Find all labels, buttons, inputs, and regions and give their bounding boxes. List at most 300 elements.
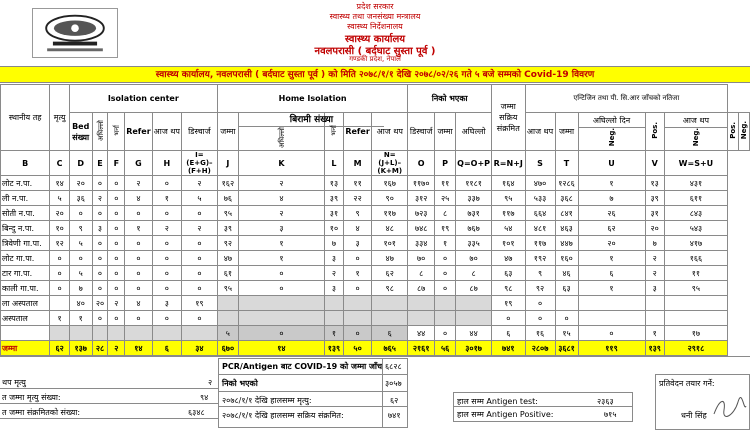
footer-recovered-label: निको भएको [222, 379, 258, 388]
table-cell: ० [92, 176, 108, 191]
table-cell: २६ [578, 206, 645, 221]
table-cell: ० [152, 251, 181, 266]
table-cell: १६ [525, 326, 555, 341]
table-cell: ३३५ [456, 236, 492, 251]
table-cell: ० [344, 251, 372, 266]
table-row [1, 326, 750, 341]
table-cell: ९८ [372, 281, 408, 296]
column-letter: Q=O+P [456, 151, 492, 176]
table-cell [217, 311, 238, 326]
table-cell [435, 311, 456, 326]
table-cell: ८४१ [555, 206, 578, 221]
total-cell: २९१८ [664, 341, 727, 356]
total-cell: १३९ [324, 341, 343, 356]
table-cell: ० [92, 266, 108, 281]
header-district: नवलपरासी ( बर्दघाट सुस्ता पूर्व ) [314, 46, 436, 57]
table-cell: ० [181, 251, 217, 266]
total-cell: ६२ [50, 341, 69, 356]
table-cell: २ [238, 206, 324, 221]
column-letter: N=(J+L)–(K+M) [372, 151, 408, 176]
header-ic-total: जम्मा [217, 113, 238, 151]
table-cell: ० [108, 281, 125, 296]
table-cell [238, 296, 324, 311]
table-cell: ० [125, 281, 152, 296]
header-rc-prev: अघिल्लो [456, 113, 492, 151]
table-cell: ० [344, 326, 372, 341]
header-antigen: एन्टिजिन तथा पी. सि.आर जाँचको नतिजा [525, 85, 727, 113]
table-row [1, 191, 750, 206]
table-cell: ९५ [492, 191, 526, 206]
table-row [1, 311, 750, 326]
signature-mark [712, 394, 748, 420]
table-cell: १ [238, 236, 324, 251]
footer-rule-3 [0, 418, 218, 419]
row-name-cell: ला अस्पताल [1, 296, 50, 311]
table-body [1, 176, 750, 341]
table-cell [69, 326, 92, 341]
table-cell: ९५ [664, 281, 727, 296]
table-cell: ९० [372, 191, 408, 206]
table-cell: ३ [238, 221, 324, 236]
table-cell: ५ [50, 191, 69, 206]
table-cell: ३ [152, 296, 181, 311]
table-cell: ३३४ [408, 236, 435, 251]
table-cell: ५ [69, 236, 92, 251]
footer-rule-1 [0, 388, 218, 389]
table-cell: ९५ [217, 281, 238, 296]
table-cell: ७ [324, 236, 343, 251]
table-cell: १९ [435, 221, 456, 236]
table-cell: ५४३ [664, 221, 727, 236]
table-cell: ९५ [217, 206, 238, 221]
table-cell: ७६ [217, 191, 238, 206]
table-cell: ० [525, 311, 555, 326]
table-cell: ० [152, 236, 181, 251]
table-cell: ९ [525, 266, 555, 281]
table-cell: ३१ [645, 206, 664, 221]
table-cell: २ [645, 251, 664, 266]
table-cell: ३९ [645, 191, 664, 206]
table-cell: ४७ [372, 251, 408, 266]
header-line-3: स्वास्थ्य निर्देशनालय [347, 22, 403, 31]
table-cell: ४ [125, 191, 152, 206]
header-rc-today: आज थप [525, 113, 555, 151]
table-cell: ० [435, 281, 456, 296]
table-cell: ० [108, 311, 125, 326]
footer-antigen-test-label: हाल सम्म Antigen test: [457, 397, 538, 406]
table-cell [645, 311, 664, 326]
table-cell: ० [108, 266, 125, 281]
table-cell: ० [92, 311, 108, 326]
table-cell: २० [92, 296, 108, 311]
total-label: जम्मा [1, 341, 50, 356]
column-letter: W=S+U [664, 151, 727, 176]
table-cell: ० [152, 176, 181, 191]
footer-recovered-value: ३०५७ [385, 379, 402, 388]
header-line-2: स्वास्थ्य तथा जनसंख्या मन्त्रालय [329, 12, 421, 21]
table-cell: २ [645, 266, 664, 281]
table-cell: ११७ [525, 236, 555, 251]
table-row [1, 176, 750, 191]
table-cell: ० [125, 206, 152, 221]
table-cell: २ [108, 296, 125, 311]
table-cell: ० [435, 326, 456, 341]
table-cell: १६० [555, 251, 578, 266]
header-province: गण्डकी प्रदेश, नेपाल [349, 55, 401, 63]
table-cell: ४६ [555, 266, 578, 281]
header-antigen-today: आज थप [665, 114, 727, 128]
header-line-1: प्रदेश सरकार [356, 2, 394, 11]
table-cell: ८७ [456, 281, 492, 296]
row-name-cell: काली गा.पा. [1, 281, 50, 296]
footer-death-label: थप मृत्यु [2, 378, 26, 387]
table-cell: ० [125, 266, 152, 281]
table-cell: १ [324, 326, 343, 341]
row-name-cell: लोट गा.पा. [1, 251, 50, 266]
table-cell: ९ [344, 206, 372, 221]
table-cell: ७० [408, 251, 435, 266]
table-row [1, 266, 750, 281]
footer-date-death-label: २०७८/१/१ देखि हालसम्म मृत्यु: [222, 396, 312, 405]
table-cell: ५ [217, 326, 238, 341]
table-cell: ८४३ [664, 206, 727, 221]
table-cell: ४ [125, 296, 152, 311]
header-isolation-center: Isolation center [69, 85, 217, 113]
table-cell: १ [152, 191, 181, 206]
table-row [1, 281, 750, 296]
table-cell: ११७ [492, 206, 526, 221]
table-cell [408, 311, 435, 326]
footer-death-value: २ [208, 378, 213, 387]
table-cell: ७ [645, 236, 664, 251]
column-letter: I=(E+G)–(F+H) [181, 151, 217, 176]
footer-antigen-rule [453, 406, 633, 407]
table-cell: ११ [435, 176, 456, 191]
table-cell: ७० [456, 251, 492, 266]
report-header [0, 0, 750, 65]
covid-table [0, 84, 750, 356]
table-cell: ६ [578, 266, 645, 281]
table-cell: २ [324, 266, 343, 281]
table-cell: ३१२ [408, 191, 435, 206]
table-cell: २ [181, 176, 217, 191]
table-cell: ८ [456, 266, 492, 281]
table-cell: ४ [238, 191, 324, 206]
table-cell: ११७ [372, 206, 408, 221]
column-letter: C [50, 151, 69, 176]
table-cell: ० [152, 206, 181, 221]
table-cell: १ [125, 221, 152, 236]
column-letter: S [525, 151, 555, 176]
column-letter: R=N+J [492, 151, 526, 176]
footer-box-vrule [382, 358, 383, 428]
table-cell: ३ [324, 251, 343, 266]
table-cell: ४० [69, 296, 92, 311]
table-cell: २ [152, 221, 181, 236]
table-cell: १ [435, 236, 456, 251]
table-cell: ४८१ [525, 221, 555, 236]
table-cell: ७४८ [408, 221, 435, 236]
table-cell [217, 296, 238, 311]
header-hi-refer: Refer [344, 113, 372, 151]
table-cell: १ [69, 311, 92, 326]
total-cell: ११९ [578, 341, 645, 356]
row-name-cell: त्रिवेणी गा.पा. [1, 236, 50, 251]
table-cell [372, 296, 408, 311]
report-banner: स्वास्थ्य कार्यालय, नवलपरासी ( बर्दघाट सुस्ता पूर्व ) को मिति २०७८/१/१ देखि २०७८/०२/२६ गते ५ बजे सम्मको Covid-19 विवरण [0, 66, 750, 83]
header-ic-bed: Bed संख्या [69, 113, 92, 151]
table-cell: १ [578, 176, 645, 191]
table-cell: १३ [645, 176, 664, 191]
table-cell: ६६४ [525, 206, 555, 221]
header-an-pos-2: Pos. [729, 122, 737, 139]
table-cell: ० [435, 266, 456, 281]
table-cell: ३६८ [555, 191, 578, 206]
total-cell: २८०७ [525, 341, 555, 356]
table-cell [456, 311, 492, 326]
table-cell: ६ [492, 326, 526, 341]
table-cell: ० [435, 251, 456, 266]
row-name-cell: टार गा.पा. [1, 266, 50, 281]
total-cell: ३६८१ [555, 341, 578, 356]
table-cell: ४८ [372, 221, 408, 236]
table-cell: ६३ [555, 281, 578, 296]
table-cell: २० [645, 221, 664, 236]
header-ic-prev: अघिल्लो [96, 120, 105, 142]
header-hi-prev: अघिल्लो [277, 127, 286, 149]
table-cell [456, 296, 492, 311]
header-active: जम्मा सक्रिय संक्रमित [492, 85, 526, 151]
table-cell [50, 326, 69, 341]
table-cell: १६६ [664, 251, 727, 266]
header-ic-today: आज थप [152, 113, 181, 151]
table-cell: ० [50, 281, 69, 296]
footer-total-infected-value: ६३४८ [188, 408, 205, 417]
table-cell: ० [125, 251, 152, 266]
table-cell: ३ [324, 281, 343, 296]
table-cell: १० [324, 221, 343, 236]
table-cell: ० [108, 236, 125, 251]
table-cell: ५४ [492, 221, 526, 236]
table-cell [645, 296, 664, 311]
table-cell: ७३१ [456, 206, 492, 221]
footer-date-active-label: २०७८/१/१ देखि हालसम्म सक्रिय संक्रमित: [222, 411, 344, 420]
table-cell [408, 296, 435, 311]
header-an-neg-3: Neg. [740, 121, 748, 140]
header-ic-refer: Refer [125, 113, 152, 151]
table-cell: १२८६ [555, 176, 578, 191]
header-hi-total: जम्मा [435, 113, 456, 151]
header-an-neg-1: Neg. [607, 128, 616, 147]
table-cell [108, 326, 125, 341]
table-cell [181, 326, 217, 341]
total-cell: ३०१७ [456, 341, 492, 356]
header-hi-new: भर्ना [330, 125, 339, 136]
table-cell: १६२ [217, 176, 238, 191]
row-name-cell: अस्पताल [1, 311, 50, 326]
table-cell [238, 311, 324, 326]
header-an-neg-2: Neg. [691, 128, 700, 147]
total-cell: १४ [125, 341, 152, 356]
table-cell: ३ [92, 221, 108, 236]
table-cell: १३ [324, 176, 343, 191]
table-cell: ३९ [217, 221, 238, 236]
footer-verified-label: प्रतिवेदन तयार गर्ने: [659, 379, 715, 388]
column-letter: J [217, 151, 238, 176]
table-cell: १०१ [492, 236, 526, 251]
table-cell: १ [50, 311, 69, 326]
header-home-sub: बिरामी संख्या [239, 113, 384, 127]
table-cell: ० [125, 236, 152, 251]
table-cell [555, 296, 578, 311]
table-cell: ९८ [492, 281, 526, 296]
table-cell: १ [645, 326, 664, 341]
header-death: मृत्यु [50, 85, 69, 151]
table-cell: ४७ [217, 251, 238, 266]
table-cell: ० [578, 326, 645, 341]
table-cell [578, 296, 645, 311]
footer-total-infected-label: त जम्मा संक्रमितको संख्या: [2, 408, 81, 417]
table-cell: ० [108, 191, 125, 206]
table-cell: ७ [69, 281, 92, 296]
total-cell: ७६५ [372, 341, 408, 356]
table-cell: ६१ [217, 266, 238, 281]
total-cell: ६ [152, 341, 181, 356]
table-cell [92, 326, 108, 341]
total-cell: ३४ [181, 341, 217, 356]
footer-box-rule-2 [218, 391, 408, 392]
table-cell: ० [181, 236, 217, 251]
table-cell: ० [152, 266, 181, 281]
footer-antigen-test-value: २३६३ [597, 397, 614, 406]
column-letter: M [344, 151, 372, 176]
table-cell: ३१ [324, 206, 343, 221]
table-cell [435, 296, 456, 311]
column-letter-row [1, 151, 750, 176]
column-letter: B [1, 151, 50, 176]
table-cell: ० [92, 236, 108, 251]
table-cell: ० [108, 251, 125, 266]
table-cell: ९२ [525, 281, 555, 296]
table-cell: १९ [181, 296, 217, 311]
table-cell: ११७० [408, 176, 435, 191]
column-letter: T [555, 151, 578, 176]
column-letter: H [152, 151, 181, 176]
table-cell: ९ [69, 221, 92, 236]
table-cell: २२ [344, 191, 372, 206]
footer-antigen-positive-value: ७१५ [604, 410, 617, 419]
total-cell: १३७ [69, 341, 92, 356]
total-cell: ५० [344, 341, 372, 356]
header-office-name: स्वास्थ्य कार्यालय [344, 34, 406, 45]
table-cell: ४४७ [555, 236, 578, 251]
table-cell: ६३ [492, 266, 526, 281]
table-cell: ८ [435, 206, 456, 221]
table-cell: १५ [555, 326, 578, 341]
column-letter: E [92, 151, 108, 176]
table-cell: २ [92, 191, 108, 206]
table-cell [125, 326, 152, 341]
table-cell: ० [238, 326, 324, 341]
header-an-pos-1: Pos. [650, 122, 659, 139]
column-letter: F [108, 151, 125, 176]
table-cell: ० [181, 266, 217, 281]
table-cell: ३६ [69, 191, 92, 206]
row-name-cell: सोती न.पा. [1, 206, 50, 221]
table-cell: ० [92, 251, 108, 266]
row-name-cell: लोट न.पा. [1, 176, 50, 191]
table-cell: २० [69, 176, 92, 191]
table-cell: २० [578, 236, 645, 251]
table-cell: ४१७ [664, 236, 727, 251]
table-cell: ० [50, 266, 69, 281]
table-cell: ० [238, 281, 324, 296]
table-cell: १६४ [492, 176, 526, 191]
footer-rule-2 [0, 403, 218, 404]
column-letter: P [435, 151, 456, 176]
table-cell: ० [344, 281, 372, 296]
footer-date-active-value: ७४१ [388, 411, 401, 420]
table-cell: ० [555, 311, 578, 326]
table-cell: ८ [408, 266, 435, 281]
table-cell: ३३७ [456, 191, 492, 206]
table-cell: २५ [435, 191, 456, 206]
footer-total-death-label: त जम्मा मृत्यु संख्या: [2, 393, 61, 402]
table-cell: ० [152, 311, 181, 326]
table-cell: ८७ [408, 281, 435, 296]
table-cell: ० [108, 221, 125, 236]
total-cell: १३९ [645, 341, 664, 356]
column-letter: O [408, 151, 435, 176]
footer-box-rule-3 [218, 406, 408, 407]
table-cell [324, 296, 343, 311]
column-letter: U [578, 151, 645, 176]
table-cell: ० [181, 206, 217, 221]
column-letter: D [69, 151, 92, 176]
row-name-cell: ली न.पा. [1, 191, 50, 206]
table-cell: ० [125, 311, 152, 326]
table-cell: ० [238, 266, 324, 281]
table-row [1, 296, 750, 311]
total-cell: ७४१ [492, 341, 526, 356]
footer-pcr-label: PCR/Antigen बाट COVID-19 को जम्मा जाँच [222, 362, 383, 371]
table-cell: ० [181, 311, 217, 326]
table-cell: ९२ [217, 236, 238, 251]
header-home-isolation: Home Isolation [217, 85, 407, 113]
table-cell [578, 311, 645, 326]
table-cell: ५ [69, 266, 92, 281]
table-cell: १९ [492, 296, 526, 311]
header-ic-new: भर्ना [112, 125, 121, 136]
table-cell: १ [238, 251, 324, 266]
table-cell: ४३१ [664, 176, 727, 191]
table-cell: ३९ [324, 191, 343, 206]
table-row [1, 236, 750, 251]
table-cell: ३ [645, 281, 664, 296]
table-cell: २ [125, 176, 152, 191]
column-letter: K [238, 151, 324, 176]
table-cell: १९२ [525, 251, 555, 266]
table-cell: १७ [664, 326, 727, 341]
table-cell [324, 311, 343, 326]
table-cell [344, 296, 372, 311]
table-cell: २ [238, 176, 324, 191]
table-cell: ६२ [372, 266, 408, 281]
column-letter: G [125, 151, 152, 176]
table-cell: १६७ [372, 176, 408, 191]
table-row [1, 206, 750, 221]
header-rc-total: जम्मा [555, 113, 578, 151]
